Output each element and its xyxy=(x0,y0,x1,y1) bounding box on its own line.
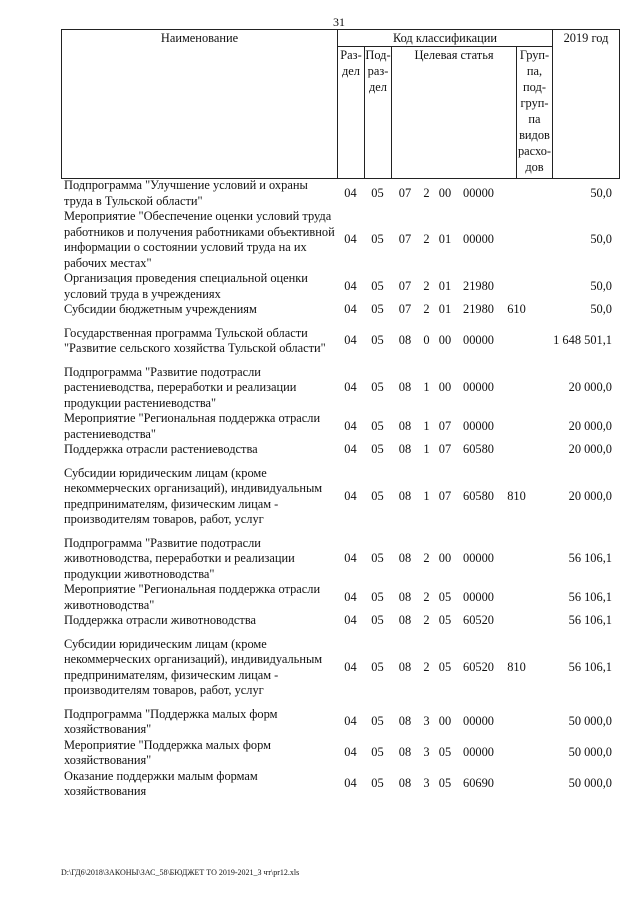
row-target-event: 00 xyxy=(438,380,452,394)
row-expense-group: 810 xyxy=(507,659,526,674)
row-target-direction: 00000 xyxy=(463,333,494,348)
row-target-subprogram: 2 xyxy=(423,278,430,293)
row-target-direction: 00000 xyxy=(463,185,494,200)
row-razdel: 04 xyxy=(344,776,357,791)
row-target-event: 05 xyxy=(438,776,452,791)
row-expense-group xyxy=(501,738,532,769)
row-razdel: 04 xyxy=(344,232,357,247)
row-amount: 20 000,0 xyxy=(568,488,612,503)
row-target-direction: 60690 xyxy=(463,776,494,791)
row-podrazdel: 05 xyxy=(371,333,384,348)
row-target-event: 07 xyxy=(438,418,452,433)
row-expense-group xyxy=(501,411,532,442)
row-name: Субсидии юридическим лицам (кроме некоммерческих организаций), индивидуальным предпринимателям, физическим лицам - производителям товаров, работ, услуг xyxy=(64,465,323,526)
table-row xyxy=(61,613,615,629)
row-gap xyxy=(61,318,615,326)
row-expense-group xyxy=(501,613,532,629)
row-name: Оказание поддержки малым формам хозяйствования xyxy=(64,768,258,798)
row-name: Поддержка отрасли животноводства xyxy=(64,613,257,627)
row-target-subprogram: 2 xyxy=(423,613,430,627)
row-target-program: 07 xyxy=(398,302,412,316)
row-podrazdel: 05 xyxy=(371,613,384,627)
row-target-event: 07 xyxy=(438,442,452,456)
row-target-event: 05 xyxy=(438,659,452,674)
row-target-direction: 00000 xyxy=(463,714,494,729)
row-target-program: 07 xyxy=(398,232,412,247)
file-path-footer: D:\ГД6\2018\ЗАКОНЫ\ЗАС_58\БЮДЖЕТ ТО 2019-2021_3 чт\pr12.xls xyxy=(61,868,300,877)
row-target-program: 08 xyxy=(398,776,412,791)
header-podrazdel: Под- раз- дел xyxy=(365,47,392,179)
page-number: 31 xyxy=(333,15,345,29)
row-gap xyxy=(61,458,615,466)
row-razdel: 04 xyxy=(344,333,357,348)
row-target-subprogram: 1 xyxy=(423,442,430,456)
row-target-subprogram: 3 xyxy=(423,745,430,760)
row-expense-group xyxy=(501,178,532,209)
row-target-event: 05 xyxy=(438,745,452,760)
row-amount: 50 000,0 xyxy=(568,776,612,791)
row-target-subprogram: 2 xyxy=(423,302,430,316)
row-podrazdel: 05 xyxy=(371,185,384,200)
row-target-event: 01 xyxy=(438,278,452,293)
table-row xyxy=(61,536,615,583)
row-target-subprogram: 1 xyxy=(423,488,430,503)
row-amount: 20 000,0 xyxy=(568,442,612,456)
row-razdel: 04 xyxy=(344,714,357,729)
row-target-subprogram: 3 xyxy=(423,714,430,729)
row-expense-group xyxy=(501,536,532,583)
row-razdel: 04 xyxy=(344,745,357,760)
row-target-subprogram: 2 xyxy=(423,232,430,247)
row-razdel: 04 xyxy=(344,659,357,674)
row-podrazdel: 05 xyxy=(371,232,384,247)
row-name: Организация проведения специальной оценки условий труда в учреждениях xyxy=(64,271,308,301)
row-podrazdel: 05 xyxy=(371,745,384,760)
row-target-direction: 60580 xyxy=(463,488,494,503)
row-expense-group xyxy=(501,271,532,302)
row-podrazdel: 05 xyxy=(371,589,384,604)
row-expense-group xyxy=(501,442,532,458)
row-gap xyxy=(61,629,615,637)
row-name: Подпрограмма "Развитие подотрасли животноводства, переработки и реализации продукции животноводства" xyxy=(64,535,295,581)
row-podrazdel: 05 xyxy=(371,714,384,729)
row-razdel: 04 xyxy=(344,442,357,456)
row-target-subprogram: 1 xyxy=(423,380,430,394)
row-target-event: 00 xyxy=(438,551,452,565)
row-amount: 56 106,1 xyxy=(568,589,612,604)
row-expense-group xyxy=(501,326,532,357)
row-razdel: 04 xyxy=(344,278,357,293)
row-name: Субсидии юридическим лицам (кроме некоммерческих организаций), индивидуальным предпринимателям, физическим лицам - производителям товаров, работ, услуг xyxy=(64,636,323,697)
row-name: Субсидии бюджетным учреждениям xyxy=(64,302,257,316)
header-razdel: Раз- дел xyxy=(338,47,365,179)
row-target-direction: 21980 xyxy=(463,278,494,293)
row-expense-group xyxy=(501,365,532,412)
table-row xyxy=(61,411,615,442)
row-target-direction: 60520 xyxy=(463,659,494,674)
row-target-program: 08 xyxy=(398,745,412,760)
table-row xyxy=(61,466,615,528)
row-target-direction: 00000 xyxy=(463,745,494,760)
table-row xyxy=(61,637,615,699)
row-expense-group xyxy=(501,769,532,800)
row-amount: 50 000,0 xyxy=(568,714,612,729)
row-target-event: 01 xyxy=(438,302,452,316)
row-expense-group xyxy=(501,209,532,271)
row-razdel: 04 xyxy=(344,551,357,565)
row-podrazdel: 05 xyxy=(371,776,384,791)
row-target-event: 00 xyxy=(438,333,452,348)
row-name: Мероприятие "Региональная поддержка отрасли животноводства" xyxy=(64,582,321,612)
row-amount: 56 106,1 xyxy=(568,551,612,565)
row-target-event: 05 xyxy=(438,589,452,604)
table-row xyxy=(61,769,615,800)
row-name: Подпрограмма "Поддержка малых форм хозяйствования" xyxy=(64,706,278,736)
row-amount: 50,0 xyxy=(590,185,612,200)
row-target-event: 01 xyxy=(438,232,452,247)
table-header xyxy=(61,29,620,179)
row-target-direction: 00000 xyxy=(463,551,494,565)
row-amount: 20 000,0 xyxy=(568,380,612,394)
table-row xyxy=(61,302,615,318)
header-code-group: Код классификации xyxy=(338,30,553,47)
row-target-program: 08 xyxy=(398,613,412,627)
row-amount: 56 106,1 xyxy=(568,613,612,627)
row-target-event: 00 xyxy=(438,185,452,200)
row-name: Мероприятие "Обеспечение оценки условий труда работников и получения работниками объективной информации о состоянии условий труда на их рабочих местах" xyxy=(64,209,335,270)
row-amount: 50 000,0 xyxy=(568,745,612,760)
row-target-direction: 00000 xyxy=(463,232,494,247)
row-podrazdel: 05 xyxy=(371,659,384,674)
row-razdel: 04 xyxy=(344,418,357,433)
row-target-direction: 00000 xyxy=(463,418,494,433)
row-target-event: 00 xyxy=(438,714,452,729)
row-amount: 50,0 xyxy=(590,302,612,316)
header-target: Целевая статья xyxy=(392,47,517,179)
table-row xyxy=(61,326,615,357)
row-podrazdel: 05 xyxy=(371,488,384,503)
row-target-program: 08 xyxy=(398,714,412,729)
row-podrazdel: 05 xyxy=(371,418,384,433)
row-target-subprogram: 2 xyxy=(423,589,430,604)
row-name: Мероприятие "Региональная поддержка отрасли растениеводства" xyxy=(64,411,321,441)
row-amount: 1 648 501,1 xyxy=(553,333,612,348)
row-target-program: 07 xyxy=(398,278,412,293)
row-target-program: 08 xyxy=(398,418,412,433)
row-target-subprogram: 2 xyxy=(423,551,430,565)
row-podrazdel: 05 xyxy=(371,302,384,316)
row-expense-group xyxy=(501,707,532,738)
table-row xyxy=(61,582,615,613)
row-razdel: 04 xyxy=(344,302,357,316)
table-row xyxy=(61,271,615,302)
row-target-program: 08 xyxy=(398,551,412,565)
row-name: Государственная программа Тульской области "Развитие сельского хозяйства Тульской области" xyxy=(64,325,326,355)
row-target-subprogram: 3 xyxy=(423,776,430,791)
row-target-direction: 60580 xyxy=(463,442,494,456)
table-row xyxy=(61,209,615,271)
row-razdel: 04 xyxy=(344,589,357,604)
row-name: Подпрограмма "Развитие подотрасли растениеводства, переработки и реализации продукции растениеводства" xyxy=(64,364,297,410)
row-target-program: 08 xyxy=(398,442,412,456)
table-row xyxy=(61,707,615,738)
row-amount: 20 000,0 xyxy=(568,418,612,433)
row-target-direction: 60520 xyxy=(463,613,494,627)
table-row xyxy=(61,178,615,209)
header-name: Наименование xyxy=(62,30,338,179)
row-target-program: 08 xyxy=(398,589,412,604)
row-amount: 50,0 xyxy=(590,232,612,247)
row-amount: 56 106,1 xyxy=(568,659,612,674)
row-amount: 50,0 xyxy=(590,278,612,293)
row-podrazdel: 05 xyxy=(371,278,384,293)
row-gap xyxy=(61,528,615,536)
row-target-subprogram: 2 xyxy=(423,659,430,674)
row-podrazdel: 05 xyxy=(371,380,384,394)
row-target-direction: 00000 xyxy=(463,589,494,604)
row-razdel: 04 xyxy=(344,488,357,503)
row-target-program: 08 xyxy=(398,333,412,348)
row-target-event: 07 xyxy=(438,488,452,503)
row-razdel: 04 xyxy=(344,185,357,200)
row-target-subprogram: 1 xyxy=(423,418,430,433)
header-year: 2019 год xyxy=(553,30,620,179)
row-target-event: 05 xyxy=(438,613,452,627)
row-target-program: 08 xyxy=(398,488,412,503)
row-target-program: 07 xyxy=(398,185,412,200)
table-row xyxy=(61,738,615,769)
row-podrazdel: 05 xyxy=(371,551,384,565)
row-gap xyxy=(61,357,615,365)
row-expense-group: 810 xyxy=(507,488,526,503)
row-gap xyxy=(61,699,615,707)
row-name: Мероприятие "Поддержка малых форм хозяйствования" xyxy=(64,737,271,767)
row-razdel: 04 xyxy=(344,380,357,394)
row-name: Поддержка отрасли растениеводства xyxy=(64,442,258,456)
header-group: Груп- па, под- груп- па видов расхо- дов xyxy=(517,47,553,179)
table-row xyxy=(61,365,615,412)
table-row xyxy=(61,442,615,458)
row-name: Подпрограмма "Улучшение условий и охраны труда в Тульской области" xyxy=(64,178,308,208)
row-target-program: 08 xyxy=(398,659,412,674)
row-target-subprogram: 2 xyxy=(423,185,430,200)
row-target-subprogram: 0 xyxy=(423,333,430,348)
row-target-program: 08 xyxy=(398,380,412,394)
row-target-direction: 21980 xyxy=(463,302,494,316)
row-podrazdel: 05 xyxy=(371,442,384,456)
row-expense-group xyxy=(501,582,532,613)
budget-table xyxy=(61,178,615,800)
row-razdel: 04 xyxy=(344,613,357,627)
row-target-direction: 00000 xyxy=(463,380,494,394)
row-expense-group: 610 xyxy=(507,302,526,316)
